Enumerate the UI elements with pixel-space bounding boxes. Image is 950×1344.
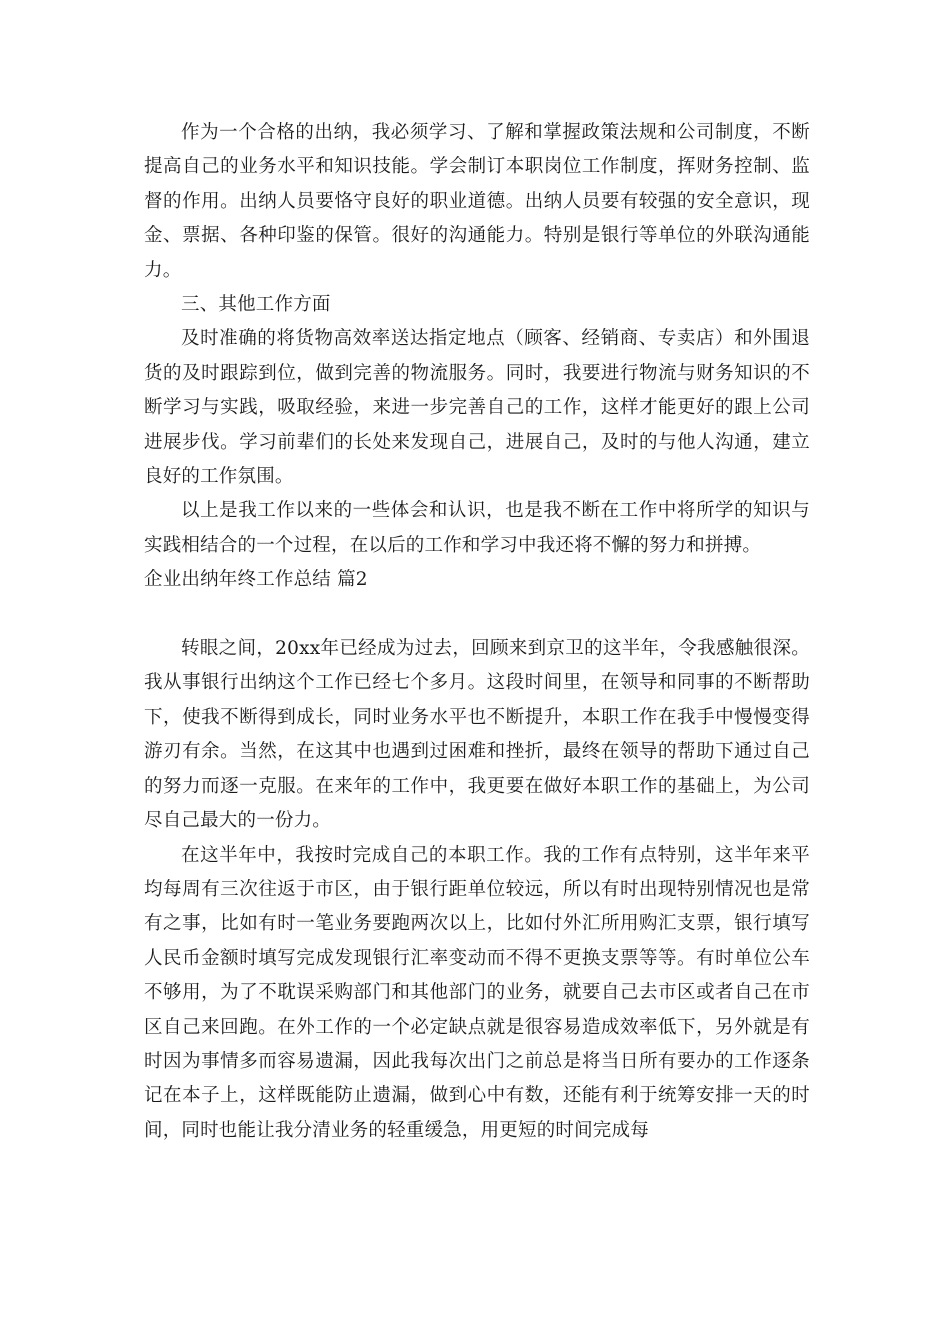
paragraph-half-year-work: 在这半年中，我按时完成自己的本职工作。我的工作有点特别，这半年来平均每周有三次往返于市区，由于银行距单位较远，所以有时出现特别情况也是常有之事，比如有时一笔业务要跑两次以上，比如付外汇所用购汇支票，银行填写人民币金额时填写完成发现银行汇率变动而不得不更换支票等等。有时单位公车不够用，为了不耽误采购部门和其他部门的业务，就要自己去市区或者自己在市区自己来回跑。在外工作的一个必定缺点就是很容易造成效率低下，另外就是有时因为事情多而容易遗漏，因此我每次出门之前总是将当日所有要办的工作逐条记在本子上，这样既能防止遗漏，做到心中有数，还能有利于统筹安排一天的时间，同时也能让我分清业务的轻重缓急，用更短的时间完成每 bbox=[144, 844, 810, 1141]
paragraph-cashier-qualifications: 作为一个合格的出纳，我必须学习、了解和掌握政策法规和公司制度，不断提高自己的业务水平和知识技能。学会制订本职岗位工作制度，挥财务控制、监督的作用。出纳人员要恪守良好的职业道德。出纳人员要有较强的安全意识，现金、票据、各种印鉴的保管。很好的沟通能力。特别是银行等单位的外联沟通能力。 bbox=[144, 122, 810, 281]
article-title-part2: 企业出纳年终工作总结 篇2 bbox=[144, 569, 368, 591]
paragraph-logistics: 及时准确的将货物高效率送达指定地点（顾客、经销商、专卖店）和外围退货的及时跟踪到位，做到完善的物流服务。同时，我要进行物流与财务知识的不断学习与实践，吸取经验，来进一步完善自己的工作，这样才能更好的跟上公司进展步伐。学习前辈们的长处来发现自己，进展自己，及时的与他人沟通，建立良好的工作氛围。 bbox=[144, 328, 810, 488]
paragraph-year-review: 转眼之间，20xx年已经成为过去，回顾来到京卫的这半年，令我感触很深。我从事银行出纳这个工作已经七个多月。这段时间里，在领导和同事的不断帮助下，使我不断得到成长，同时业务水平也不断提升，本职工作在我手中慢慢变得游刃有余。当然，在这其中也遇到过困难和挫折，最终在领导的帮助下通过自己的努力而逐一克服。在来年的工作中，我更要在做好本职工作的基础上，为公司尽自己最大的一份力。 bbox=[144, 638, 810, 832]
paragraph-summary: 以上是我工作以来的一些体会和认识，也是我不断在工作中将所学的知识与实践相结合的一个过程，在以后的工作和学习中我还将不懈的努力和拼搏。 bbox=[144, 500, 810, 556]
document-page bbox=[144, 116, 810, 1148]
section-heading-other-work: 三、其他工作方面 bbox=[181, 294, 331, 316]
blank-line bbox=[144, 598, 810, 632]
